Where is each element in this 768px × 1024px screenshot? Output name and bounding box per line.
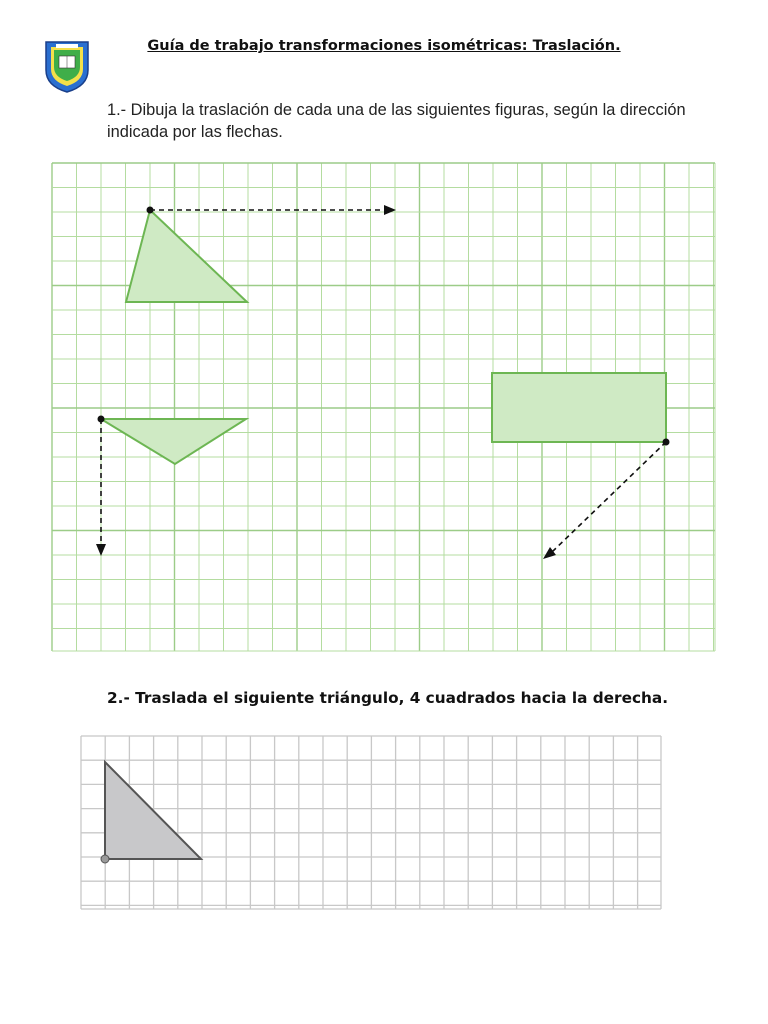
exercise-1-instruction: 1.- Dibuja la traslación de cada una de las siguientes figuras, según la dirección indicada por las flechas. [107,101,686,141]
triangle-shape [126,210,247,302]
rectangle-translation-arrow [552,442,666,552]
exercise-2-instruction: 2.- Traslada el siguiente triángulo, 4 cuadrados hacia la derecha. [107,689,669,707]
arrow-head-right [384,205,396,215]
triangle-anchor-point [147,207,154,214]
arrow-head-down-left [543,547,556,559]
page-title: Guía de trabajo transformaciones isométricas: Traslación. [147,38,621,54]
rectangle-shape [492,373,666,442]
arrow-head-down [96,544,106,556]
rectangle-anchor-point [663,439,670,446]
inverted-triangle-anchor-point [98,416,105,423]
